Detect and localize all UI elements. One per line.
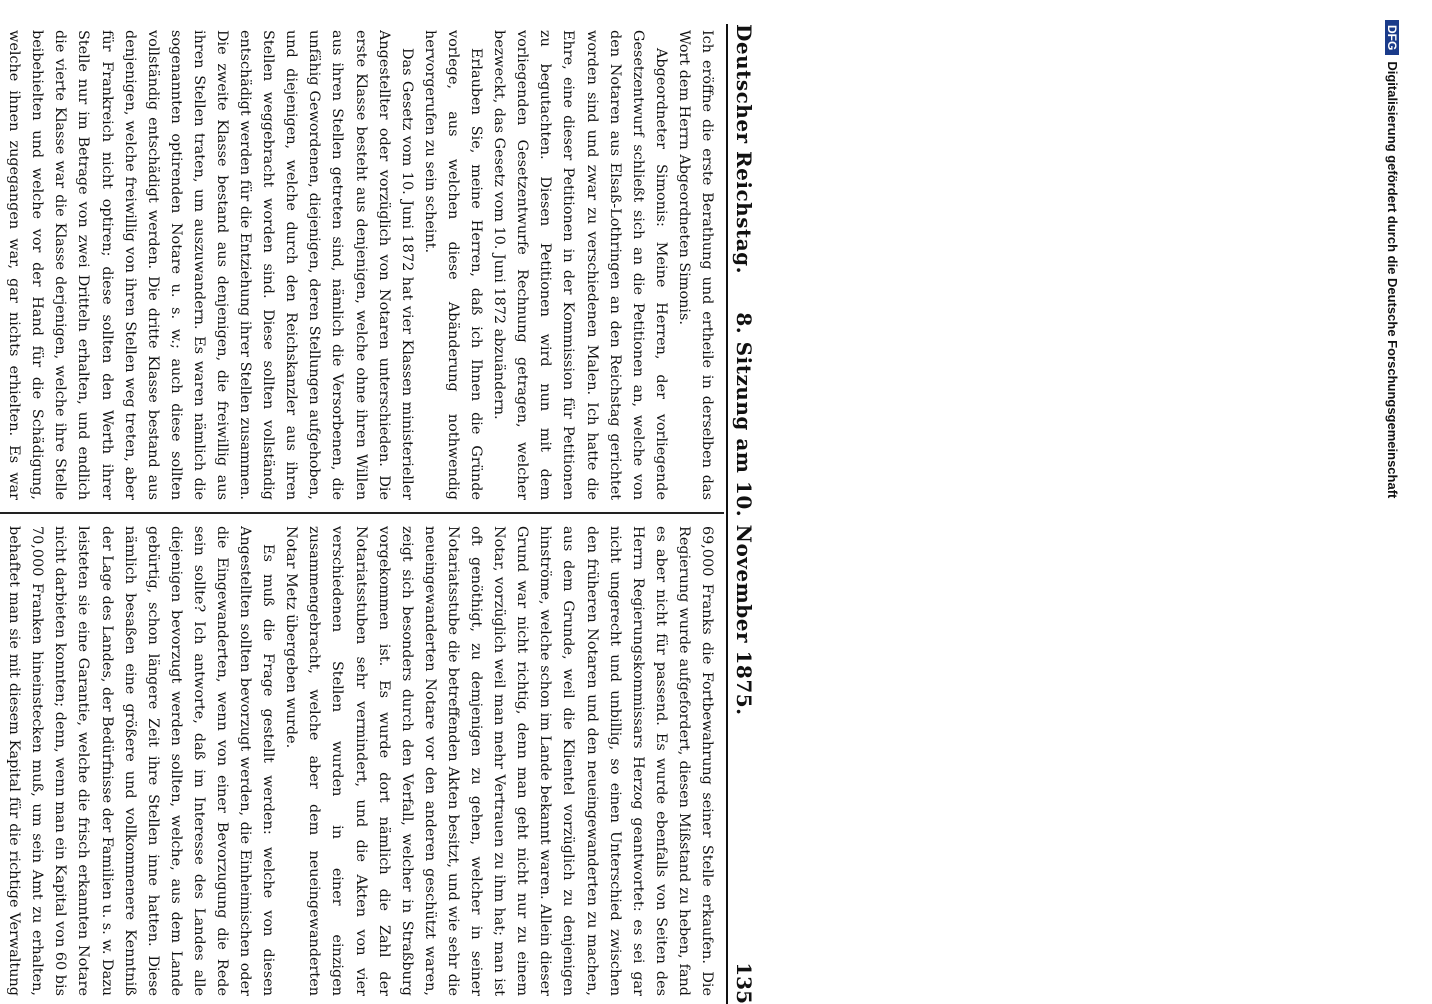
right-column — [0, 526, 718, 996]
dfg-funding-note — [1378, 20, 1400, 980]
header-rule — [726, 24, 728, 1004]
paragraph: Es muß die Frage gestellt werden: welche von diesen Angestellten sollten bevorzugt werden, die Einheimischen oder die Eingewanderten, wenn von einer Bevorzugung die Rede sein sollte? Ich antworte, daß im Interesse des Landes alle diejenigen bevorzugt werden sollten, welche, aus dem Lande gebürtig, schon längere Zeit ihre Stellen inne hatten. Diese nämlich besaßen eine größere und vollkommenere Kenntniß der Lage des Landes, der Bedürfnisse der Familien u. s. w. Dazu leisteten sie eine Garantie, welche die frisch erkannten Notare nicht darbieten konnten; denn, wenn man ein Kapital von 60 bis 70,000 Franken hineinstecken muß, um sein Amt zu erhalten, behaftet man sie mit diesem Kapital für die richtige Verwaltung — [6, 526, 277, 996]
column-separator — [0, 512, 724, 514]
rotated-document-page — [0, 24, 758, 1004]
left-column — [0, 30, 718, 500]
header-session: 8. Sitzung am 10. November 1875. — [732, 312, 756, 716]
paragraph: Erlauben Sie, meine Herren, daß ich Ihnen die Gründe vorlege, aus welchen diese Abänderung nothwendig hervorgerufen zu sein scheint. — [421, 30, 485, 500]
paragraph: Abgeordneter Simonis: Meine Herren, der vorliegende Gesetzentwurf schließt sich an die Petitionen an, welche von den Notaren aus Elsaß-Lothringen an den Reichstag gerichtet worden sind und zwar zu verschiedenen Malen. Ich hatte die Ehre, eine dieser Petitionen in der Kommission für Petitionen zu begutachten. Diesen Petitionen wird nun mit dem vorliegenden Gesetzentwurfe Rechnung getragen, welcher bezweckt, das Gesetz vom 10. Juni 1872 abzuändern. — [491, 30, 669, 500]
dfg-logo: DFG — [1385, 20, 1399, 55]
paragraph: 69,000 Franks die Fortbewahrung seiner Stelle erkaufen. Die Regierung wurde aufgefordert, diesen Mißstand zu heben, fand es aber nicht für passend. Es wurde ebenfalls von Seiten des Herrn Regierungskommissars Herzog geantwortet: es sei gar nicht ungerecht und unbillig, so einen Unterschied zwischen den früheren Notaren und den neueingewanderten zu machen, aus dem Grunde, weil die Klientel vorzüglich zu denjenigen hinströme, welche schon im Lande bekannt waren. Allein dieser Grund war nicht richtig, denn man geht nicht nur zu einem Notar, vorzüglich weil man mehr Vertrauen zu ihm hat; man ist oft genöthigt, zu demjenigen zu gehen, welcher in seiner Notariatsstube die betreffenden Akten besitzt, und wie sehr die neueingewanderten Notare vor den anderen geschützt waren, zeigt sich besonders durch den Verfall, welcher in Straßburg vorgekommen ist. Es wurde dort nämlich die Zahl der Notariatsstuben sehr vermindert, und die Akten von vier verschiedenen Stellen wurden in einer einzigen zusammengebracht, welche aber dem neueingewanderten Notar Metz übergeben wurde. — [283, 526, 715, 996]
header-publication: Deutscher Reichstag. — [732, 24, 756, 275]
dfg-note-text: Digitalisierung gefördert durch die Deutsche Forschungsgemeinschaft — [1385, 61, 1400, 499]
page-header — [724, 24, 758, 1004]
paragraph: Das Gesetz vom 10. Juni 1872 hat vier Klassen ministerieller Angestellter oder vorzüglich von Notaren unterschieden. Die erste Klasse besteht aus denjenigen, welche ohne ihren Willen aus ihren Stellen getreten sind, nämlich die Versorbenen, die unfähig Gewordenen, diejenigen, deren Stellungen aufgehoben, und diejenigen, welche durch den Reichskanzler aus ihren Stellen weggebracht worden sind. Diese sollten vollständig entschädigt werden für die Entziehung ihrer Stellen zusammen. Die zweite Klasse bestand aus denjenigen, die freiwillig aus ihren Stellen traten, um auszuwandern. Es waren nämlich die sogenannten optirenden Notare u. s. w.; auch diese sollten vollständig entschädigt werden. Die dritte Klasse bestand aus denjenigen, welche freiwillig von ihren Stellen weg treten, aber für Frankreich nicht optiren; diese sollten den Werth ihrer Stelle nur im Betrage von zwei Dritteln erhalten, und endlich die vierte Klasse war die Klasse derjenigen, welche ihre Stelle beibehielten und welche vor der Hand für die Schädigung, welche ihnen zugegangen war, gar nichts erhielten. Es war — [6, 30, 415, 500]
paragraph: Ich eröffne die erste Berathung und ertheile in derselben das Wort dem Herrn Abgeordneten Simonis. — [675, 30, 715, 500]
page-number: 135 — [732, 962, 756, 1004]
